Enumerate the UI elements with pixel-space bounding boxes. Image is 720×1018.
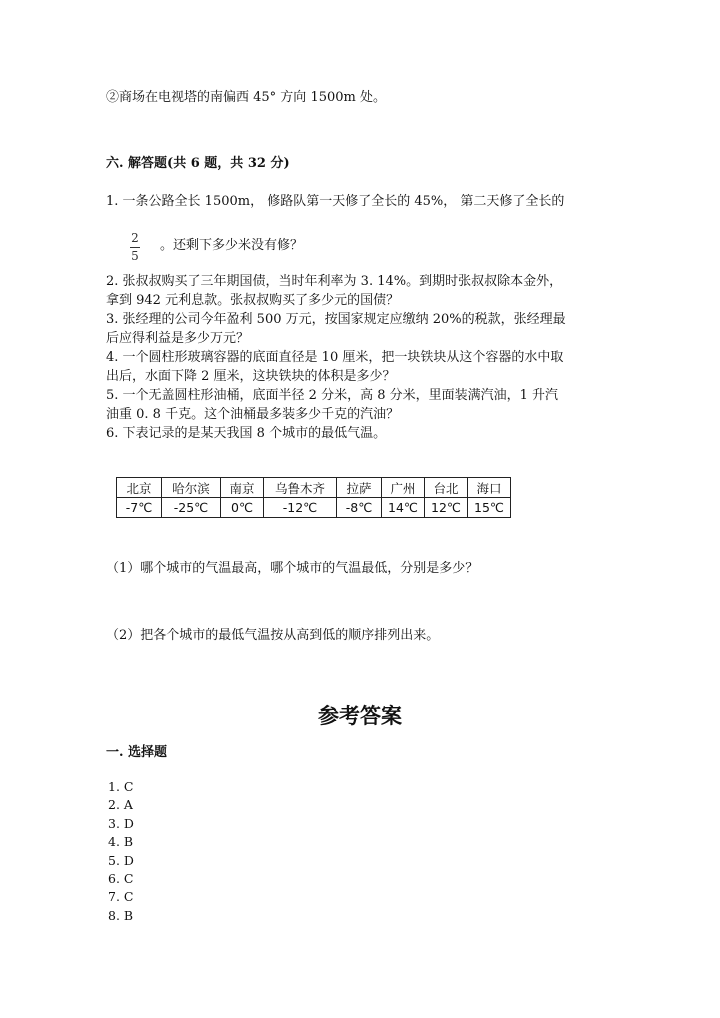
table-cell-temp: -7℃ [117, 498, 162, 518]
question-2-line-2: 拿到 942 元利息款。张叔叔购买了多少元的国债？ [106, 293, 400, 308]
question-1-line-2: 。还剩下多少米没有修？ [160, 238, 304, 253]
table-cell-city: 台北 [425, 478, 468, 498]
answers-title: 参考答案 [318, 703, 402, 728]
question-4-line-2: 出后，水面下降 2 厘米，这块铁块的体积是多少？ [106, 369, 396, 384]
question-4-line-1: 4. 一个圆柱形玻璃容器的底面直径是 10 厘米，把一块铁块从这个容器的水中取 [106, 350, 564, 365]
answer-item: 5. D [108, 852, 134, 868]
table-row-temps [117, 498, 511, 518]
table-cell-temp: 0℃ [221, 498, 264, 518]
question-3-line-1: 3. 张经理的公司今年盈利 500 万元，按国家规定应缴纳 20%的税款，张经理最 [106, 312, 566, 327]
table-cell-city: 广州 [382, 478, 425, 498]
answer-item: 7. C [108, 889, 134, 905]
table-cell-city: 南京 [221, 478, 264, 498]
answer-list [108, 778, 134, 925]
table-cell-city: 北京 [117, 478, 162, 498]
table-cell-city: 哈尔滨 [162, 478, 221, 498]
table-row-cities [117, 478, 511, 498]
question-5-line-1: 5. 一个无盖圆柱形油桶，底面半径 2 分米，高 8 分米，里面装满汽油，1 升汽 [106, 388, 559, 403]
question-3-line-2: 后应得利益是多少万元？ [106, 331, 250, 346]
answer-item: 1. C [108, 779, 134, 794]
question-2-line-1: 2. 张叔叔购买了三年期国债，当时年利率为 3. 14%。到期时张叔叔除本金外， [106, 274, 563, 289]
table-cell-city: 乌鲁木齐 [264, 478, 337, 498]
fraction-denominator: 5 [131, 249, 139, 263]
section-heading: 六. 解答题(共 6 题，共 32 分) [106, 156, 290, 171]
question-6-line-1: 6. 下表记录的是某天我国 8 个城市的最低气温。 [106, 426, 387, 441]
table-cell-city: 海口 [468, 478, 511, 498]
sub-question-2: （2）把各个城市的最低气温按从高到低的顺序排列出来。 [106, 628, 440, 643]
answer-item: 4. B [108, 834, 134, 850]
table-cell-temp: 15℃ [468, 498, 511, 518]
answer-item: 6. C [108, 871, 134, 887]
table-cell-temp: -12℃ [264, 498, 337, 518]
table-cell-temp: -8℃ [337, 498, 382, 518]
answer-item: 2. A [108, 797, 133, 813]
table-cell-temp: 14℃ [382, 498, 425, 518]
question-1-line-1: 1. 一条公路全长 1500m， 修路队第一天修了全长的 45%， 第二天修了全长的 [106, 194, 565, 209]
fraction-two-fifths [130, 232, 140, 263]
fraction-bar [130, 247, 140, 248]
answer-item: 3. D [108, 815, 134, 831]
answers-section-heading: 一. 选择题 [106, 745, 168, 760]
city-temperature-table [116, 477, 511, 518]
question-5-line-2: 油重 0. 8 千克。这个油桶最多装多少千克的汽油？ [106, 407, 400, 422]
location-statement: ②商场在电视塔的南偏西 45° 方向 1500m 处。 [106, 90, 386, 105]
answer-item: 8. B [108, 907, 134, 923]
table-cell-temp: -25℃ [162, 498, 221, 518]
table-cell-temp: 12℃ [425, 498, 468, 518]
sub-question-1: （1）哪个城市的气温最高，哪个城市的气温最低，分别是多少？ [106, 561, 479, 576]
fraction-numerator: 2 [131, 231, 139, 245]
table-cell-city: 拉萨 [337, 478, 382, 498]
